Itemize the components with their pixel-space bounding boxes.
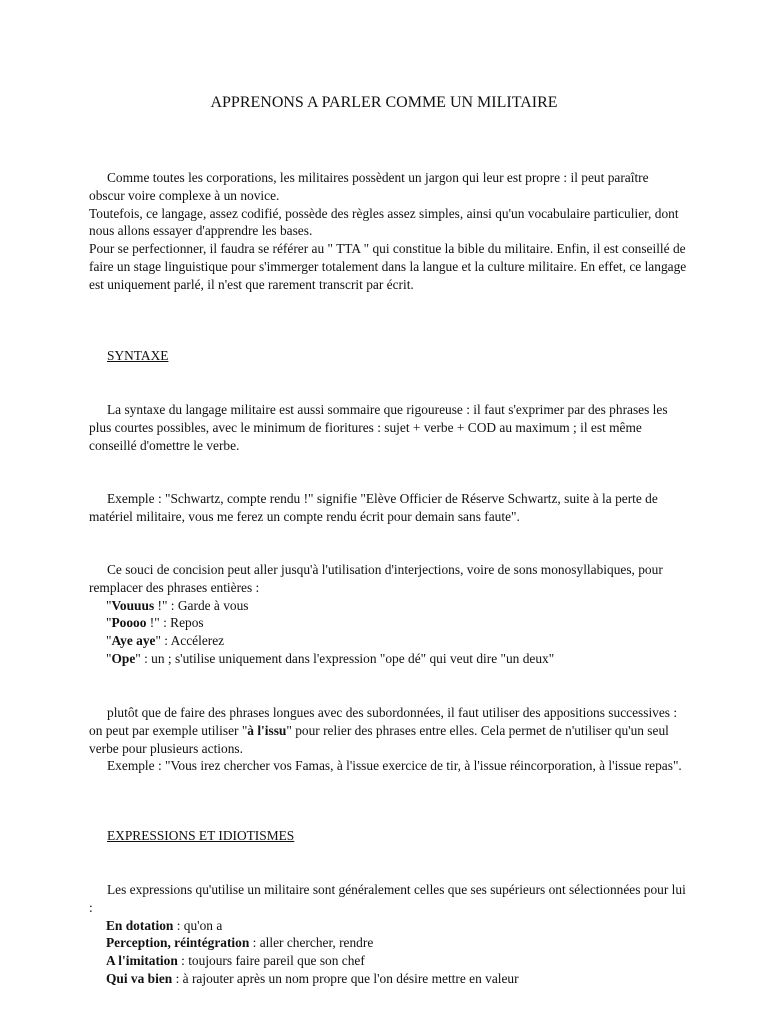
list-term: Aye aye	[111, 633, 156, 649]
list-item: "Vouuus !" : Garde à vous	[106, 597, 249, 613]
syntaxe-paragraph-1-block	[89, 401, 687, 454]
intro-paragraph-2: Toutefois, ce langage, assez codifié, possède des règles assez simples, ainsi qu'un vocabulaire particulier, dont nous allons essayer d'apprendre les bases.	[89, 205, 679, 239]
syntaxe-example-block	[89, 490, 687, 526]
syntaxe-paragraph-1: La syntaxe du langage militaire est aussi sommaire que rigoureuse : il faut s'exprimer par des phrases les plus courtes possibles, avec le minimum de fioritures : sujet + verbe + COD au maximum ; il est même conseillé d'omettre le verbe.	[89, 402, 668, 453]
list-item: Qui va bien : à rajouter après un nom propre que l'on désire mettre en valeur	[106, 970, 519, 986]
list-term: Perception, réintégration	[106, 935, 250, 951]
intro-paragraph-3: Pour se perfectionner, il faudra se référer au " TTA " qui constitue la bible du militaire. Enfin, il est conseillé de faire un stage linguistique pour s'immerger totalement dans la langue et la culture militaire. En effet, ce langage est uniquement parlé, il n'est que rarement transcrit par écrit.	[89, 241, 687, 292]
list-item: A l'imitation : toujours faire pareil que son chef	[106, 953, 365, 969]
appositions-example: Exemple : "Vous irez chercher vos Famas, à l'issue exercice de tir, à l'issue réincorporation, à l'issue repas".	[107, 758, 682, 774]
expressions-block	[89, 881, 687, 988]
list-term: A l'imitation	[106, 953, 178, 969]
appositions-block	[89, 704, 687, 775]
interjections-block	[89, 561, 687, 668]
list-item: En dotation : qu'on a	[106, 917, 223, 933]
section-heading-syntaxe: SYNTAXE	[107, 348, 169, 363]
syntaxe-example: Exemple : "Schwartz, compte rendu !" signifie "Elève Officier de Réserve Schwartz, suite à la perte de matériel militaire, vous me ferez un compte rendu écrit pour demain sans faute".	[89, 491, 658, 524]
highlight-term: à l'issu	[247, 722, 287, 738]
list-term: Vouuus	[111, 597, 155, 613]
list-term: Ope	[111, 650, 136, 666]
list-term: Qui va bien	[106, 970, 173, 986]
list-item: "Aye aye" : Accélerez	[106, 633, 225, 649]
list-item: "Poooo !" : Repos	[106, 615, 204, 631]
interjections-intro: Ce souci de concision peut aller jusqu'à l'utilisation d'interjections, voire de sons monosyllabiques, pour remplacer des phrases entières :	[89, 562, 663, 595]
intro-section	[89, 169, 687, 294]
list-term: Poooo	[111, 615, 147, 631]
list-item: Perception, réintégration : aller chercher, rendre	[106, 935, 374, 951]
intro-paragraph-1: Comme toutes les corporations, les militaires possèdent un jargon qui leur est propre : il peut paraître obscur voire complexe à un novice.	[89, 170, 649, 203]
appositions-paragraph: plutôt que de faire des phrases longues avec des subordonnées, il faut utiliser des appositions successives : on peut par exemple utiliser "à l'issu" pour relier des phrases entre elles. Cela permet de n'utiliser qu'un seul verbe pour plusieurs actions.	[89, 705, 678, 756]
page-title: APPRENONS A PARLER COMME UN MILITAIRE	[210, 94, 558, 111]
section-heading-expressions: EXPRESSIONS ET IDIOTISMES	[107, 828, 295, 843]
list-item: "Ope" : un ; s'utilise uniquement dans l'expression "ope dé" qui veut dire "un deux"	[106, 650, 555, 666]
expressions-intro: Les expressions qu'utilise un militaire sont généralement celles que ses supérieurs ont sélectionnées pour lui :	[89, 882, 686, 915]
list-term: En dotation	[106, 917, 174, 933]
